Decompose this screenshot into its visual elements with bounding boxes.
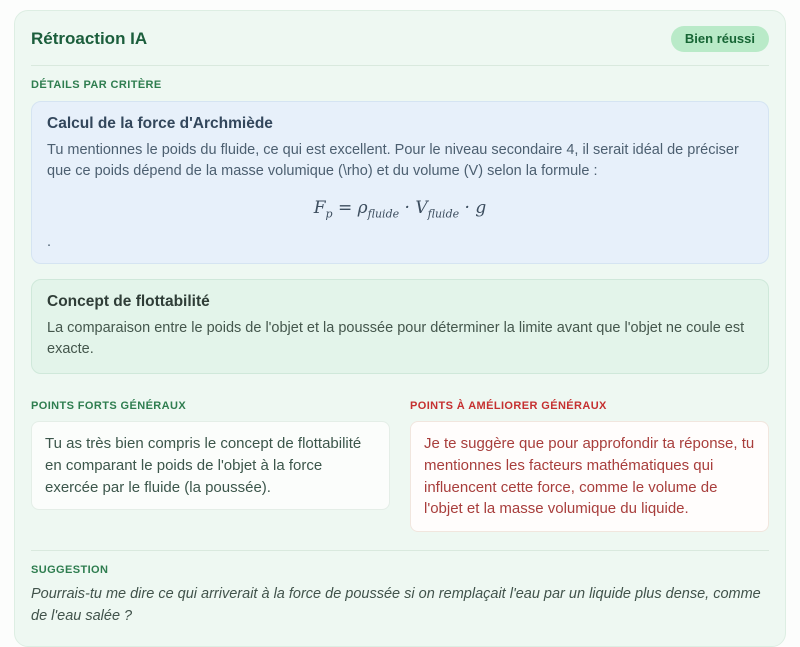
feedback-header <box>31 26 769 52</box>
formula-equals: = <box>332 197 358 218</box>
feedback-columns <box>31 400 769 532</box>
suggestion-divider <box>31 550 769 551</box>
section-label-improvements: POINTS À AMÉLIORER GÉNÉRAUX <box>410 400 607 413</box>
page <box>0 10 800 624</box>
improvements-box: Je te suggère que pour approfondir ta réponse, tu mentionnes les facteurs mathématiques qui influencent cette force, comme le volume de l'objet et la masse volumique du liquide. <box>410 421 769 532</box>
criterion-card-flottabilite <box>31 279 769 374</box>
criterion-body: La comparaison entre le poids de l'objet et la poussée pour déterminer la limite avant que l'objet ne coule est exacte. <box>47 320 745 358</box>
criterion-title: Concept de flottabilité <box>47 293 210 311</box>
criterion-trailing-period: . <box>47 234 52 251</box>
formula-var-g: g <box>475 197 487 218</box>
criterion-card-archimede <box>31 101 769 264</box>
archimedes-formula <box>47 198 753 220</box>
criterion-body: Tu mentionnes le poids du fluide, ce qui est excellent. Pour le niveau secondaire 4, il serait idéal de préciser que ce poids dépend de la masse volumique (\rho) et du volume (V) selon la formule : <box>47 141 739 179</box>
formula-var-F: F <box>313 197 326 218</box>
page-title: Rétroaction IA <box>31 28 148 48</box>
formula-sub-p: p <box>325 207 333 221</box>
section-label-suggestion: SUGGESTION <box>31 564 109 577</box>
formula-cdot-1: · <box>399 197 416 218</box>
feedback-card <box>14 10 786 647</box>
section-label-strengths: POINTS FORTS GÉNÉRAUX <box>31 400 187 413</box>
improvements-column <box>410 400 769 532</box>
status-badge: Bien réussi <box>671 26 769 52</box>
criterion-title: Calcul de la force d'Archmiède <box>47 114 273 132</box>
section-label-details: DÉTAILS PAR CRITÈRE <box>31 78 162 91</box>
formula-sub-fluide-2: fluide <box>427 207 460 221</box>
formula-var-rho: ρ <box>357 197 368 218</box>
header-divider <box>31 65 769 66</box>
formula-sub-fluide-1: fluide <box>367 207 400 221</box>
strengths-column <box>31 400 390 510</box>
strengths-box: Tu as très bien compris le concept de flottabilité en comparant le poids de l'objet à la force exercée par le fluide (la poussée). <box>31 421 390 510</box>
formula-var-V: V <box>415 197 428 218</box>
formula-cdot-2: · <box>459 197 476 218</box>
suggestion-text: Pourrais-tu me dire ce qui arriverait à la force de poussée si on remplaçait l'eau par un liquide plus dense, comme de l'eau salée ? <box>31 586 761 624</box>
